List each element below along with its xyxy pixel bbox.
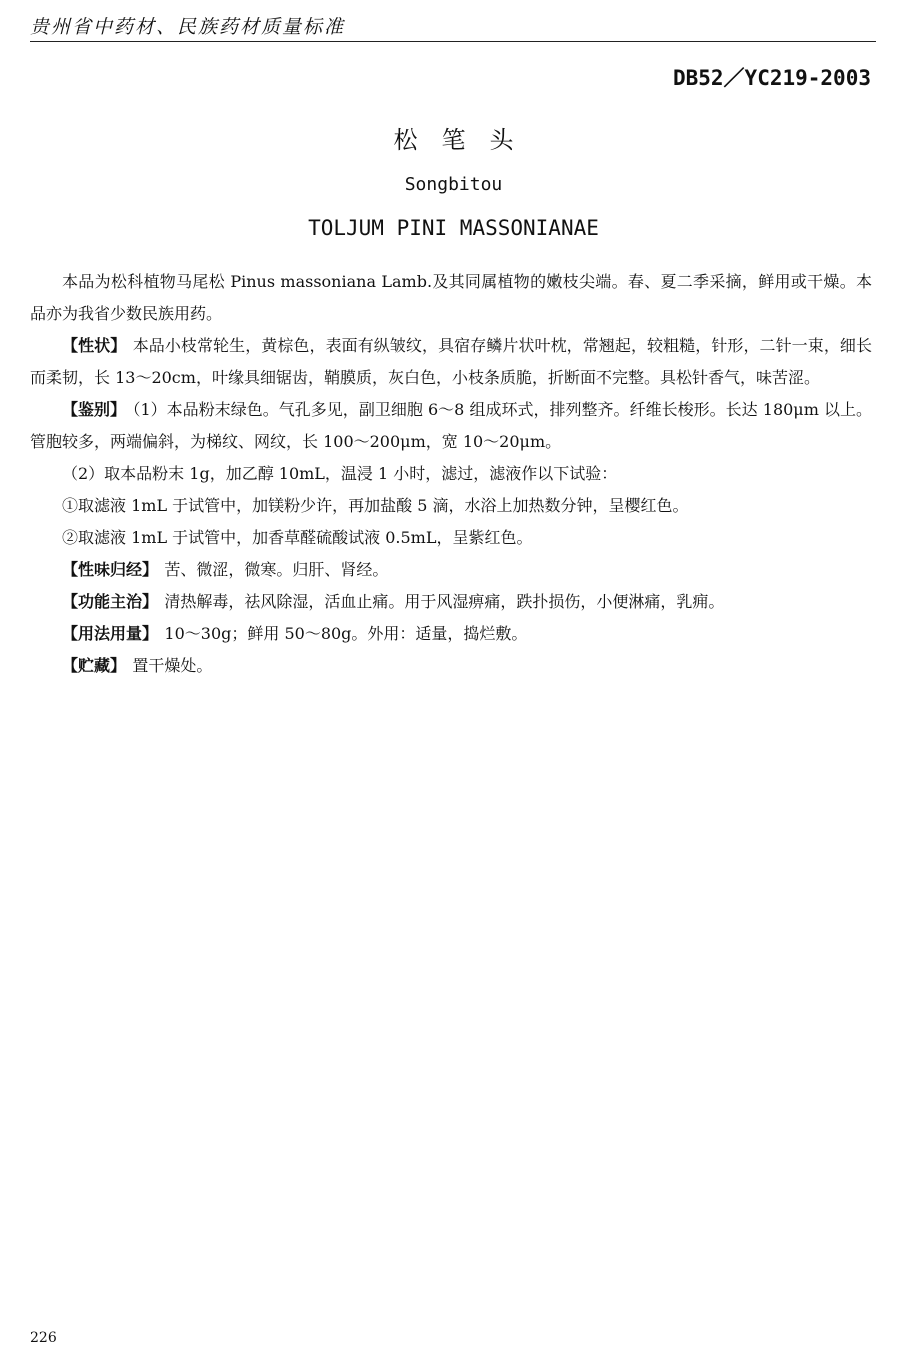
storage-paragraph <box>30 650 872 682</box>
intro-paragraph: 本品为松科植物马尾松 Pinus massoniana Lamb.及其同属植物的嫩枝尖端。春、夏二季采摘，鲜用或干燥。本品亦为我省少数民族用药。 <box>30 272 872 323</box>
property-paragraph <box>30 554 872 586</box>
identification-paragraph-2: （2）取本品粉末 1g，加乙醇 10mL，温浸 1 小时，滤过，滤液作以下试验： <box>62 464 618 483</box>
identification-tag: 【鉴别】 <box>62 400 127 419</box>
title-pinyin: Songbitou <box>404 174 503 195</box>
running-header-title: 贵州省中药材、民族药材质量标准 <box>30 16 346 38</box>
identification-text-1: （1）本品粉末绿色。气孔多见，副卫细胞 6～8 组成环式，排列整齐。纤维长梭形。长达 180μm 以上。管胞较多，两端偏斜，为梯纹、网纹，长 100～200μm，宽 10～20μm。 <box>30 400 872 451</box>
dosage-tag: 【用法用量】 <box>62 624 159 643</box>
function-paragraph <box>30 586 872 618</box>
property-tag: 【性味归经】 <box>62 560 159 579</box>
storage-tag: 【贮藏】 <box>62 656 127 675</box>
storage-text: 置干燥处。 <box>132 656 213 675</box>
dosage-paragraph <box>30 618 872 650</box>
dosage-text: 10～30g；鲜用 50～80g。外用：适量，捣烂敷。 <box>164 624 528 643</box>
standard-code: DB52／YC219-2003 <box>672 66 871 90</box>
function-text: 清热解毒，祛风除湿，活血止痛。用于风湿痹痛，跌扑损伤，小便淋痛，乳痈。 <box>164 592 725 611</box>
function-tag: 【功能主治】 <box>62 592 159 611</box>
page-number: 226 <box>30 1330 57 1346</box>
description-paragraph <box>30 330 872 394</box>
description-text: 本品小枝常轮生，黄棕色，表面有纵皱纹，具宿存鳞片状叶枕，常翘起，较粗糙，针形，二针一束，细长而柔韧，长 13～20cm，叶缘具细锯齿，鞘膜质，灰白色，小枝条质脆，折断面不完整。具松针香气，味苦涩。 <box>30 336 872 387</box>
identification-test-a: ①取滤液 1mL 于试管中，加镁粉少许，再加盐酸 5 滴，水浴上加热数分钟，呈樱红色。 <box>62 496 689 515</box>
description-tag: 【性状】 <box>62 336 127 355</box>
identification-paragraph <box>30 394 872 458</box>
title-latin: TOLJUM PINI MASSONIANAE <box>308 216 599 240</box>
identification-test-b: ②取滤液 1mL 于试管中，加香草醛硫酸试液 0.5mL，呈紫红色。 <box>62 528 533 547</box>
monograph-body <box>30 266 872 682</box>
title-chinese: 松笔头 <box>393 126 538 154</box>
property-text: 苦、微涩，微寒。归肝、肾经。 <box>164 560 389 579</box>
header-rule <box>30 41 876 42</box>
